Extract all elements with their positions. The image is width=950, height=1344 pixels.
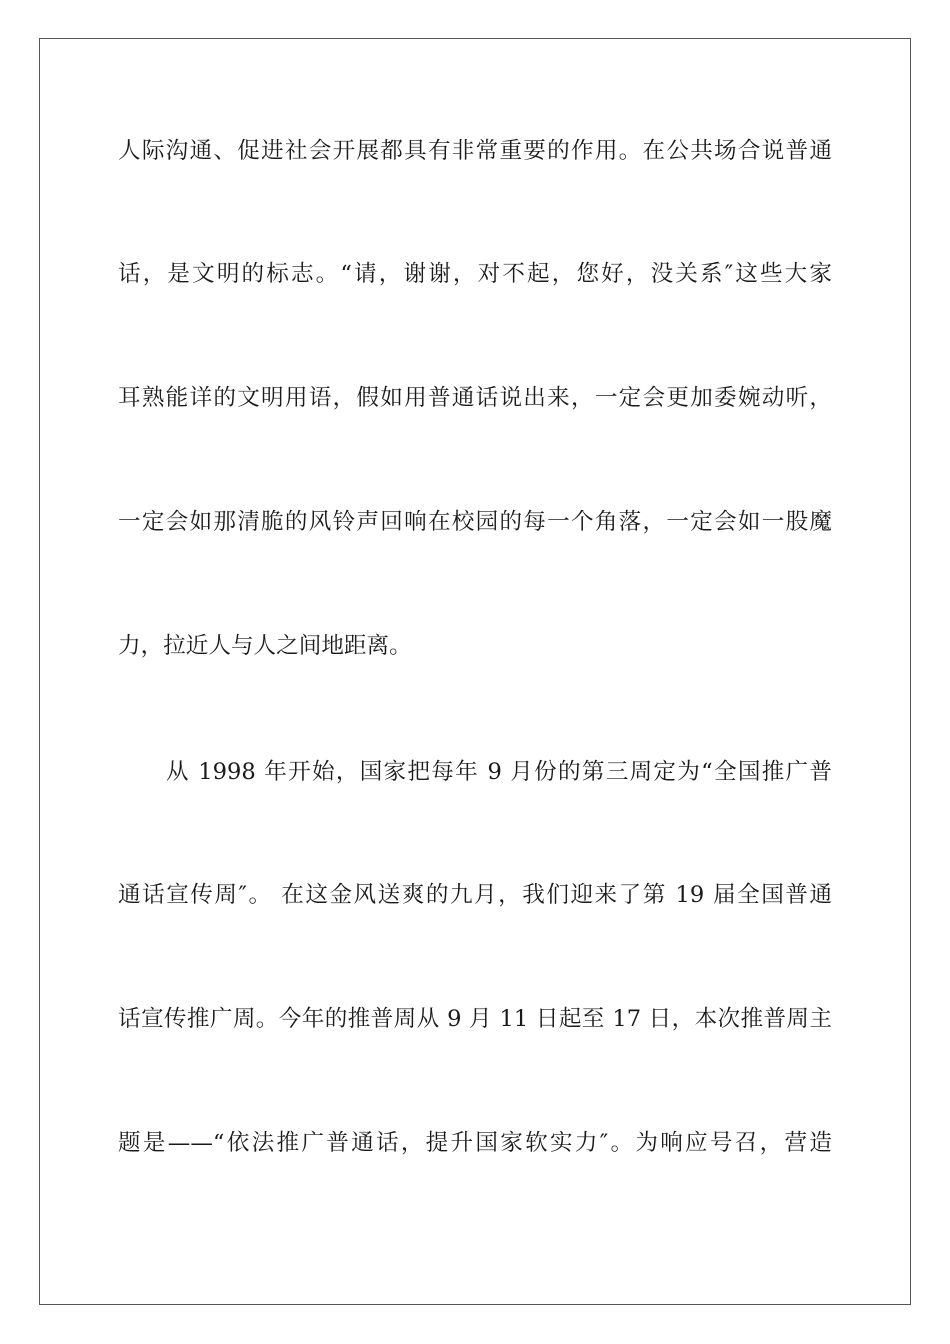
text-line: 从 1998 年开始，国家把每年 9 月份的第三周定为“全国推广普	[166, 759, 832, 785]
text-line: 人际沟通、促进社会开展都具有非常重要的作用。在公共场合说普通	[118, 138, 832, 164]
text-line: 一定会如那清脆的风铃声回响在校园的每一个角落，一定会如一股魔	[118, 509, 832, 535]
text-line: 力，拉近人与人之间地距离。	[118, 633, 412, 659]
text-line: 题是——“依法推广普通话，提升国家软实力″。为响应号召，营造	[118, 1130, 832, 1156]
text-line: 通话宣传周″。 在这金风送爽的九月，我们迎来了第 19 届全国普通	[118, 882, 832, 908]
page-border	[39, 38, 911, 1305]
text-line: 耳熟能详的文明用语，假如用普通话说出来，一定会更加委婉动听，	[118, 385, 832, 411]
text-line: 话宣传推广周。今年的推普周从 9 月 11 日起至 17 日，本次推普周主	[118, 1006, 832, 1032]
text-line: 话，是文明的标志。“请，谢谢，对不起，您好，没关系″这些大家	[118, 261, 832, 287]
